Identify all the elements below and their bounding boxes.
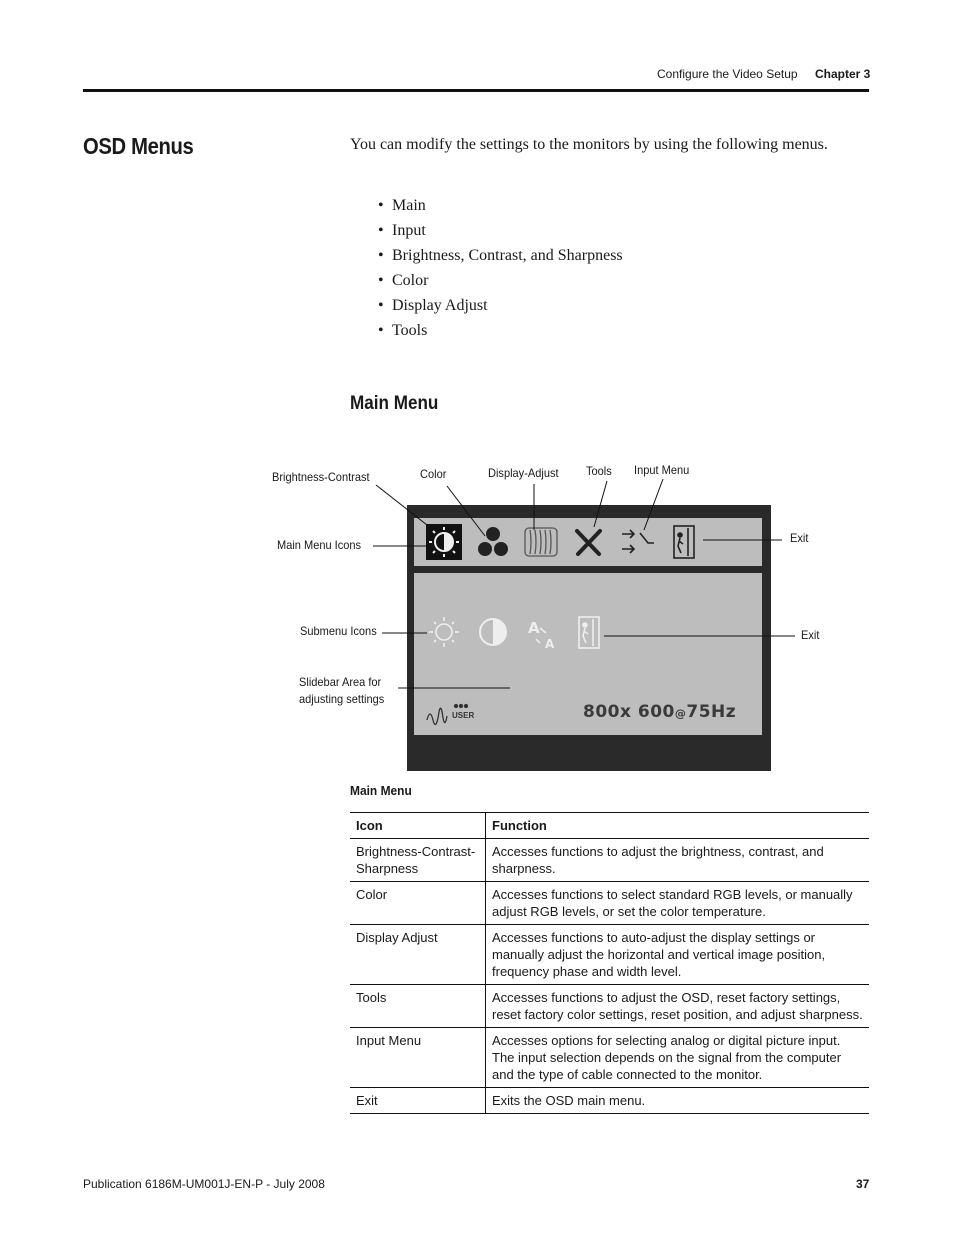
list-item: • Display Adjust [378, 297, 488, 314]
cell-icon: Color [350, 882, 486, 925]
cell-icon: Tools [350, 985, 486, 1028]
list-item: • Main [378, 197, 426, 214]
intro-paragraph: You can modify the settings to the monitors by using the following menus. [350, 136, 828, 153]
bullet-icon: • [378, 197, 384, 214]
table-row [350, 985, 869, 1028]
svg-text:A: A [545, 637, 555, 651]
callout-color: Color [420, 467, 447, 481]
section-heading: Main Menu [350, 393, 439, 414]
bullet-icon: • [378, 272, 384, 289]
table-row [350, 925, 869, 985]
brightness-icon [429, 617, 459, 647]
callout-input-menu: Input Menu [634, 463, 690, 477]
callout-brightness-contrast: Brightness-Contrast [272, 470, 370, 484]
contrast-icon [480, 619, 506, 645]
list-item: • Brightness, Contrast, and Sharpness [378, 247, 623, 264]
page-title: OSD Menus [83, 133, 194, 159]
tools-icon [577, 531, 600, 554]
table-header-row [350, 813, 869, 839]
bullet-icon: • [378, 297, 384, 314]
bullet-icon: • [378, 222, 384, 239]
list-item: • Input [378, 222, 426, 239]
table-row [350, 839, 869, 882]
footer-publication: Publication 6186M-UM001J-EN-P - July 2008 [83, 1177, 325, 1191]
osd-user-label: USER [452, 711, 475, 720]
list-item: • Tools [378, 322, 428, 339]
list-item: • Color [378, 272, 429, 289]
brightness-contrast-icon [426, 524, 462, 560]
cell-function: Accesses functions to select standard RGB levels, or manually adjust RGB levels, or set the color temperature. [486, 882, 870, 925]
callout-slidebar-line1: Slidebar Area for [299, 675, 382, 689]
table-row [350, 1028, 869, 1088]
osd-resolution: 800x 600@75Hz [583, 702, 737, 722]
header-section: Configure the Video Setup [657, 67, 798, 81]
color-icon [478, 527, 508, 556]
cell-icon: Input Menu [350, 1028, 486, 1088]
callout-exit-main: Exit [790, 531, 809, 545]
cell-function: Accesses options for selecting analog or digital picture input. The input selection depends on the signal from the computer and the type of cable connected to the monitor. [486, 1028, 870, 1088]
sharpness-icon [528, 619, 555, 651]
callout-tools: Tools [586, 464, 612, 478]
cell-function: Accesses functions to auto-adjust the display settings or manually adjust the horizontal and vertical image position, frequency phase and width level. [486, 925, 870, 985]
cell-function: Accesses functions to adjust the brightness, contrast, and sharpness. [486, 839, 870, 882]
callout-display-adjust: Display-Adjust [488, 466, 559, 480]
header-chapter: Chapter 3 [815, 67, 871, 81]
table-row [350, 882, 869, 925]
table-caption: Main Menu [350, 783, 412, 798]
cell-function: Accesses functions to adjust the OSD, reset factory settings, reset factory color settings, reset position, and adjust sharpness. [486, 985, 870, 1028]
callout-main-menu-icons: Main Menu Icons [277, 538, 362, 552]
column-header-icon: Icon [350, 813, 486, 839]
main-menu-table [350, 812, 869, 1114]
footer-page-number: 37 [856, 1177, 870, 1191]
display-adjust-icon [525, 528, 557, 556]
svg-text:A: A [528, 619, 540, 637]
table-row [350, 1088, 869, 1114]
callout-lines [373, 479, 795, 688]
cell-icon: Exit [350, 1088, 486, 1114]
cell-icon: Brightness-Contrast-Sharpness [350, 839, 486, 882]
exit-icon [674, 526, 694, 558]
exit-icon [579, 617, 599, 648]
callout-slidebar-line2: adjusting settings [299, 692, 385, 706]
bullet-icon: • [378, 322, 384, 339]
column-header-function: Function [486, 813, 870, 839]
cell-function: Exits the OSD main menu. [486, 1088, 870, 1114]
callout-exit-sub: Exit [801, 628, 820, 642]
bullet-icon: • [378, 247, 384, 264]
cell-icon: Display Adjust [350, 925, 486, 985]
input-menu-icon [622, 530, 654, 553]
callout-submenu-icons: Submenu Icons [300, 624, 377, 638]
